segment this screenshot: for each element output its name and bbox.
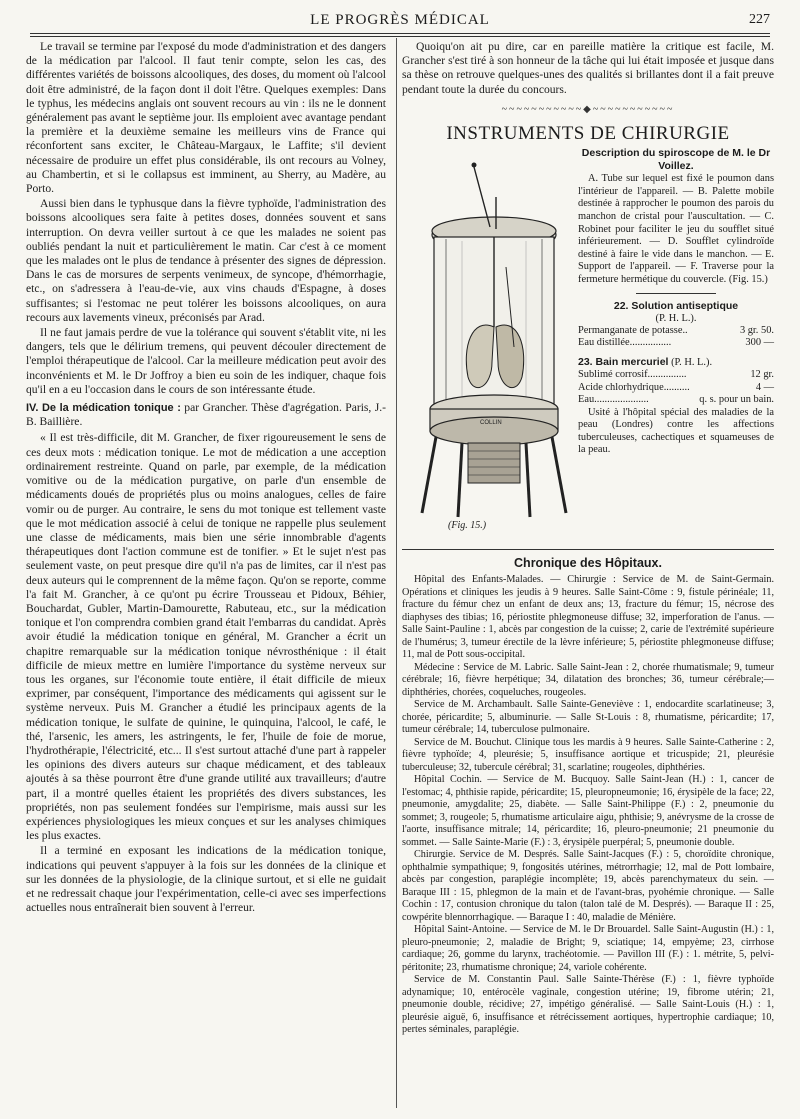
chronicle-paragraph: Hôpital des Enfants-Malades. — Chirurgie : Service de M. de Saint-Germain. Opérations et cliniques les jeudis à 9 heures. Salle Saint-Côme : 9, fistule périnéale; 11, fracture du fémur chez un enfant de deux ans; 13, fracture du fémur; 15, nécrose des diaphyses des tibias; 16, périostite phlegmoneuse diffuse; 32, imperforation de l'anus. — Salle Saint-Pauline : 1, abcès par congestion de la cuisse; 2, carie de l'extrémité supérieure de l'humérus; 3, tumeur érectile de la lèvre inférieure; 5, périostite phlegmoneuse diffuse; 11, mal de Pott sous-occipital. bbox=[402, 574, 774, 661]
formula-row bbox=[578, 325, 774, 337]
spiroscope-heading: Description du spiroscope de M. le Dr Voillez. bbox=[581, 147, 771, 173]
paragraph-alcohol-2: Aussi bien dans le typhusque dans la fièvre typhoïde, l'administration des boissons alcooliques sera faite à petites doses, données souvent et sans interruption. On devra veiller surtout à ce que les malades ne soient pas oubliés pendant la nuit et particulièrement le matin. Car c'est à ce moment que les malades ont le plus de tendance à présenter des signes de dépression. Dans le cas de morsures de serpents venimeux, de syncope, d'hémorrhagie, etc., on s'adressera à l'eau-de-vie, aux vins chauds d'Espagne, à doses suffisantes; si l'estomac ne peut tolérer les boissons alcooliques, on aura recours aux lavements vineux, préconisés par Arad. bbox=[26, 197, 386, 324]
chronicle-rule bbox=[402, 549, 774, 550]
formula-row bbox=[578, 394, 774, 406]
header-rule-2 bbox=[30, 36, 770, 37]
formula-row bbox=[578, 382, 774, 394]
column-divider bbox=[396, 38, 397, 1108]
header-rule bbox=[30, 33, 770, 34]
ingredient-name: Sublimé corrosif............... bbox=[578, 369, 687, 381]
section-heading-tonique bbox=[26, 401, 386, 429]
right-column bbox=[402, 40, 774, 1037]
chronicle-paragraph: Hôpital Cochin. — Service de M. Bucquoy. Salle Saint-Jean (H.) : 1, cancer de l'estomac; 4, phthisie rapide, péricardite; 15, pleuropneumonie; 16, érysipèle de la face; 22, pneumonie, amygdalite; 25, diabète. — Salle Saint-Philippe (F.) : 2, pneumonie du sommet; 3, rougeole; 5, rhumatisme articulaire aigu, phthisie; 9, anévrysme de la crosse de l'aorte, insuffisance mitrale; 14, péricardite; 16, pleuro-pneumonie; 21 pneumonie du sommet. — Salle Sainte-Marie (F.) : 3, érysipèle puerpéral; 5, pneumonie double. bbox=[402, 774, 774, 848]
instruments-title: INSTRUMENTS DE CHIRURGIE bbox=[446, 123, 730, 145]
bain-description: Usité à l'hôpital spécial des maladies de la peau (Londres) contre les affections tuberculeuses, cachectiques et squameuses de la peau. bbox=[578, 406, 774, 456]
small-divider bbox=[636, 293, 716, 294]
solution-formula bbox=[578, 325, 774, 350]
formula-row bbox=[578, 369, 774, 381]
spiroscope-figure bbox=[402, 147, 580, 547]
formula-row bbox=[578, 337, 774, 349]
ingredient-name: Permanganate de potasse.. bbox=[578, 324, 688, 336]
journal-title: LE PROGRÈS MÉDICAL bbox=[310, 12, 490, 28]
ingredient-qty: 3 gr. 50. bbox=[739, 324, 774, 336]
paragraph-alcohol-3: Il ne faut jamais perdre de vue la tolérance qui souvent s'établit vite, ni les dangers, tels que le délirium tremens, qui peuvent découler directement de l'emploi thérapeutique de l'alcool. Car la meilleure médication peut avoir des inconvénients et M. le Dr Joffroy a bien eu soin de les indiquer, chaque fois qu'il en a eu l'occasion dans le cours de son intéressante étude. bbox=[26, 326, 386, 396]
section-heading-bold: IV. De la médication tonique : bbox=[26, 402, 181, 415]
bain-formula bbox=[578, 369, 774, 406]
chronicle-body bbox=[402, 574, 774, 1037]
solution-heading: 22. Solution antiseptique bbox=[613, 299, 739, 312]
ingredient-qty: 4 — bbox=[755, 381, 774, 393]
ingredient-qty: q. s. pour un bain. bbox=[699, 394, 774, 406]
chronicle-title: Chronique des Hôpitaux. bbox=[514, 556, 662, 571]
paragraph-alcohol-1: Le travail se termine par l'exposé du mode d'administration et des dangers de la médication par l'alcool. Il faut tenir compte, selon les cas, des différentes variétés de boissons alcooliques, des doses, du moment où l'alcool doit être administré, de la façon dont il doit l'être. Quelques exemples: Dans le typhus, les médecins anglais ont souvent recours au vin : ils ne le donnent généralement pas avant le septième jour. Ils emploient avec avantage pendant la première et la deuxième semaine les meilleurs vins de France qui réconfortent sans exciter, le Château-Margaux, le Laffite; s'il devient nécessaire de produire un effet plus considérable, ils ont recours au Volney, au Chambertin, et si le collapsus est imminent, au Sherry, au Madère, au Porto. bbox=[26, 40, 386, 196]
ingredient-name: Eau distillée................ bbox=[578, 337, 672, 349]
paragraph-grancher-conclusion: Quoiqu'on ait pu dire, car en pareille matière la critique est facile, M. Grancher s'est tiré à son honneur de la tâche qui lui était imposée et jusque dans sa thèse on retrouve quelques-unes des qualités si brillantes dont il a fait preuve pendant toute la durée du concours. bbox=[402, 40, 774, 96]
paragraph-tonique-2: Il a terminé en exposant les indications de la médication tonique, indications qui peuvent s'appuyer à la fois sur les données de la clinique et sur les données de la physiologie, de la clinique surtout, et si elle ne guidait et ne redressait chaque jour l'expérimentation, celle-ci avec ses imperfections actuelles nous entraînerait bien souvent à l'erreur. bbox=[26, 844, 386, 915]
ingredient-name: Acide chlorhydrique.......... bbox=[578, 381, 690, 393]
spiroscope-illustration bbox=[402, 147, 580, 547]
page-number: 227 bbox=[749, 12, 770, 27]
chronicle-paragraph: Service de M. Constantin Paul. Salle Sainte-Thérèse (F.) : 1, fièvre typhoïde adynamique; 10, entérocèle vaginale, congestion utérine; 19, fibrome utérin; 21, pneumonie double, récidive; 27, impétigo généralisé. — Salle Saint-Louis (H.) : 1, pleurésie aiguë, 6, insuffisance et rétrécissement aortiques, hypertrophie cardiaque; 10, pertes séminales, paraplégie. bbox=[402, 974, 774, 1036]
bain-heading-row bbox=[578, 356, 774, 370]
maker-stamp: COLLIN bbox=[480, 420, 502, 427]
bain-heading: 23. Bain mercuriel bbox=[578, 355, 669, 368]
instrument-text bbox=[578, 147, 774, 458]
ingredient-qty: 300 — bbox=[745, 337, 774, 349]
instrument-block bbox=[402, 147, 774, 547]
left-column bbox=[26, 40, 386, 916]
solution-source: (P. H. L.). bbox=[655, 312, 697, 324]
ingredient-qty: 12 gr. bbox=[750, 369, 774, 381]
chronicle-paragraph: Service de M. Archambault. Salle Sainte-Geneviève : 1, endocardite scarlatineuse; 3, chorée, péricardite; 5, albuminurie. — Salle St-Louis : 8, rhumatisme, péricardite; 17, tumeur cérébrale; 14, tuberculose pulmonaire. bbox=[402, 699, 774, 736]
ornament-divider: ~~~~~~~~~~~◆~~~~~~~~~~~ bbox=[501, 103, 675, 115]
section-heading-ref: par Grancher. Thèse d'agrégation. Paris, J.-B. Baillière. bbox=[26, 401, 386, 429]
figure-caption: (Fig. 15.) bbox=[448, 520, 487, 532]
chronicle-paragraph: Chirurgie. Service de M. Després. Salle Saint-Jacques (F.) : 5, choroïdite chronique, ophthalmie sympathique; 9, fongosités utérines, métrorrhagie; 12, mal de Pott lombaire, abcès par congestion, paraplégie incomplète; 19, abcès parenchymateux du sein. — Baraque III : 15, phlegmon de la main et de l'avant-bras, pyohémie chronique. — Salle Cochin : 17, contusion chronique du talon (talon talé de M. Després). — Baraque II : 25, cowpérite blennorrhagique. — Baraque I : 40, maladie de Ménière. bbox=[402, 849, 774, 923]
chronicle-paragraph: Médecine : Service de M. Labric. Salle Saint-Jean : 2, chorée rhumatismale; 9, tumeur cérébrale; 16, fièvre herpétique; 34, dilatation des bronches; 36, tumeur cérébrale;— diphthéries, chorées, coqueluches, rougeoles. bbox=[402, 661, 774, 698]
page-header bbox=[30, 10, 770, 32]
chronicle-paragraph: Service de M. Bouchut. Clinique tous les mardis à 9 heures. Salle Sainte-Catherine : 2, fièvre typhoïde; 4, pleurésie; 5, insuffisance aortique et tricuspide; 21, pleurésie tuberculeuse; 32, tubercule cérébral; 31, scarlatine; rougeoles, diphthéries. bbox=[402, 736, 774, 773]
paragraph-tonique-1: « Il est très-difficile, dit M. Grancher, de fixer rigoureusement le sens de ces deux mots : médication tonique. Le mot de médication a une acception ordinairement restreinte. Quand on parle, par exemple, de la médication vomitive ou de la médication purgative, on parle d'un ensemble de médicaments doués de propriétés plus ou moins analogues, celles de faire vomir ou de purger. Au contraire, le sens du mot tonique est tellement vaste que le mot médication associé à celui de tonique ne rappelle plus seulement une classe de médicaments, mais bien une série innombrable d'agents thérapeutiques dont l'action commune est de tonifier. » Et le sujet n'est pas seulement vaste, on peut presque dire qu'il n'a pas de limites, car il n'est pas deux auteurs qui le comprennent de la même façon. Qu'on se reporte, comme l'a fait M. Grancher, à ce qu'ont pu écrire Trousseau et Pidoux, Béhier, Bouchardat, Gubler, Martin-Damourette, Rabuteau, etc., sur la médication tonique et l'on comprendra combien grand était l'embarras du candidat. Après avoir étudié la médication tonique en général, M. Grancher a écrit un chapitre remarquable sur la médication tonique névrosthénique : il était difficile de mieux mettre en lumière l'importance du système nerveux sur tous les organes, sur l'économie toute entière, il était difficile de mieux exprimer, par conséquent, l'importance des médicaments qui agissent sur le système nerveux. Puis M. Grancher a étudié les principaux agents de la médication tonique, le sulfate de quinine, le quinquina, l'alcool, le café, le thé, l'arsenic, les amers, les astringents, le fer, l'huile de foie de morue, l'hydrothérapie, l'électricité, etc... Il s'est surtout attaché d'une part à rappeler les opinions des divers auteurs sur chaque médicament, et des tableaux ajoutés à sa thèse pourront être d'une grande utilité aux travailleurs; d'autre part, il a montré quelles étaient les propriétés des divers substances, les propriétés, non pas seulement fondées sur l'empirisme, mais aussi sur les expériences physiologiques les mieux conçues et sur les analyses chimiques les plus exactes. bbox=[26, 431, 386, 843]
bain-source: (P. H. L.). bbox=[671, 356, 713, 368]
ingredient-name: Eau..................... bbox=[578, 394, 649, 406]
chronicle-paragraph: Hôpital Saint-Antoine. — Service de M. le Dr Brouardel. Salle Saint-Augustin (H.) : 1, pleuro-pneumonie; 2, maladie de Bright; 9, sciatique; 14, empyème; 23, cirrhose cardiaque; 26, gomme du larynx, trachéotomie. — Pavillon III (F.) : 1. métrite, 5, pelvi-péritonite; 23, rhumatisme chronique; 24, variole cohérente. bbox=[402, 924, 774, 973]
spiroscope-description: A. Tube sur lequel est fixé le poumon dans l'intérieur de l'appareil. — B. Palette mobile destinée à rapprocher le poumon des parois du manchon de cristal pour l'auscultation. — C. Robinet pour faciliter le jeu du soufflet situé inférieurement. — D. Soufflet cylindroïde destiné à faire le vide dans le manchon. — E. Support de l'appareil. — F. Traverse pour la fermeture hermétique du couvercle. (Fig. 15.) bbox=[578, 173, 774, 285]
